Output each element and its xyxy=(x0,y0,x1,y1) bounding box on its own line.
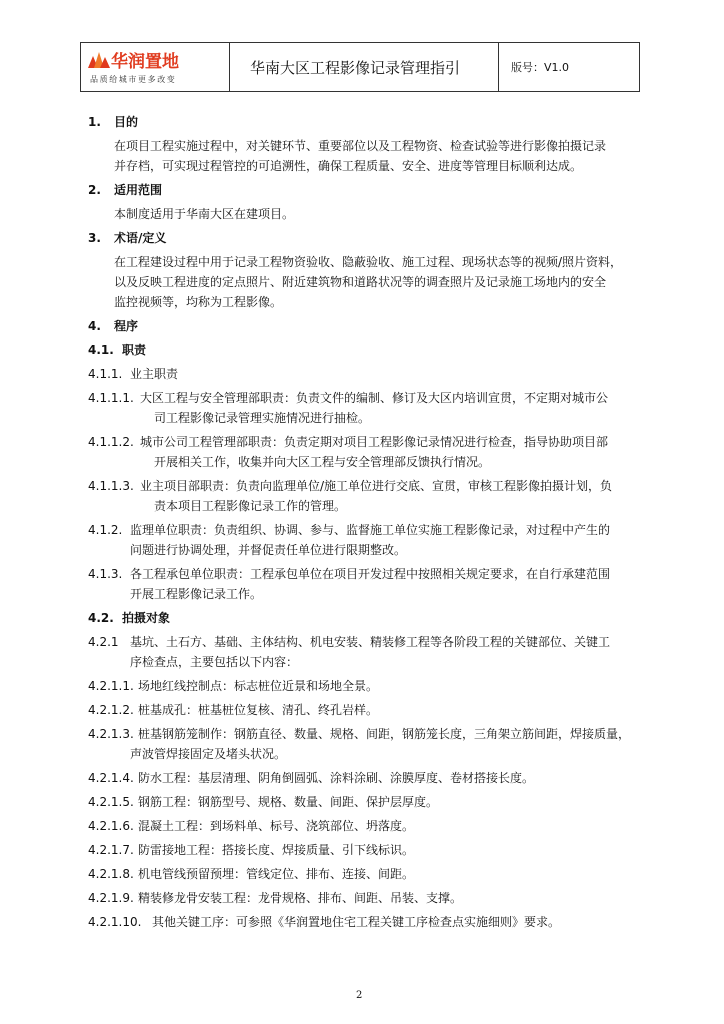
section-number: 1. xyxy=(88,115,101,129)
paragraph-text: 司工程影像记录管理实施情况进行抽检。 xyxy=(154,411,371,425)
section-number: 4. xyxy=(88,319,101,333)
paragraph-text: 问题进行协调处理，并督促责任单位进行限期整改。 xyxy=(130,543,407,557)
paragraph-text: 场地红线控制点：标志桩位近景和场地全景。 xyxy=(138,679,379,693)
logo-name: 华润置地 xyxy=(111,52,179,72)
document-header xyxy=(80,42,640,92)
section-number: 4.2.1.2. xyxy=(88,703,134,717)
paragraph-text: 监控视频等，均称为工程影像。 xyxy=(114,295,283,309)
paragraph-text: 业主职责 xyxy=(130,367,179,381)
paragraph-text: 防雷接地工程：搭接长度、焊接质量、引下线标识。 xyxy=(138,843,415,857)
paragraph-text: 开展工程影像记录工作。 xyxy=(130,587,263,601)
section-number: 4.1.1.3. xyxy=(88,479,134,493)
paragraph-text: 混凝土工程：到场料单、标号、浇筑部位、坍落度。 xyxy=(138,819,415,833)
paragraph-text: 声波管焊接固定及堵头状况。 xyxy=(130,747,287,761)
paragraph-text: 监理单位职责：负责组织、协调、参与、监督施工单位实施工程影像记录，对过程中产生的 xyxy=(130,523,611,537)
section-number: 4.1.3. xyxy=(88,567,123,581)
paragraph-text: 桩基钢筋笼制作：钢筋直径、数量、规格、间距，钢筋笼长度，三角架立筋间距，焊接质量， xyxy=(138,727,631,741)
logo-icon xyxy=(88,50,110,68)
section-heading: 程序 xyxy=(114,319,139,333)
paragraph-text: 序检查点，主要包括以下内容： xyxy=(130,655,299,669)
section-number: 4.1. xyxy=(88,343,114,357)
section-number: 4.2.1.1. xyxy=(88,679,134,693)
paragraph-text: 钢筋工程：钢筋型号、规格、数量、间距、保护层厚度。 xyxy=(138,795,439,809)
version-label: 版号：V1.0 xyxy=(511,61,570,74)
paragraph-text: 以及反映工程进度的定点照片、附近建筑物和道路状况等的调查照片及记录施工场地内的安全 xyxy=(114,275,607,289)
paragraph-text: 在工程建设过程中用于记录工程物资验收、隐蔽验收、施工过程、现场状态等的视频/照片资料， xyxy=(114,255,623,269)
section-number: 4.2.1.8. xyxy=(88,867,134,881)
section-number: 4.1.1.2. xyxy=(88,435,134,449)
paragraph-text: 在项目工程实施过程中，对关键环节、重要部位以及工程物资、检查试验等进行影像拍摄记录 xyxy=(114,139,607,153)
section-heading: 拍摄对象 xyxy=(122,611,171,625)
paragraph-text: 本制度适用于华南大区在建项目。 xyxy=(114,207,295,221)
paragraph-text: 机电管线预留预埋：管线定位、排布、连接、间距。 xyxy=(138,867,415,881)
paragraph-text: 桩基成孔：桩基桩位复核、清孔、终孔岩样。 xyxy=(138,703,379,717)
paragraph-text: 基坑、土石方、基础、主体结构、机电安装、精装修工程等各阶段工程的关键部位、关键工 xyxy=(130,635,611,649)
section-number: 4.2.1 xyxy=(88,635,119,649)
section-number: 4.2.1.10. xyxy=(88,915,142,929)
paragraph-text: 各工程承包单位职责：工程承包单位在项目开发过程中按照相关规定要求，在自行承建范围 xyxy=(130,567,611,581)
section-number: 4.1.2. xyxy=(88,523,123,537)
paragraph-text: 其他关键工序：可参照《华润置地住宅工程关键工序检查点实施细则》要求。 xyxy=(152,915,561,929)
paragraph-text: 责本项目工程影像记录工作的管理。 xyxy=(154,499,347,513)
paragraph-text: 防水工程：基层清理、阴角倒圆弧、涂料涂刷、涂膜厚度、卷材搭接长度。 xyxy=(138,771,535,785)
section-heading: 适用范围 xyxy=(114,183,163,197)
paragraph-text: 城市公司工程管理部职责：负责定期对项目工程影像记录情况进行检查，指导协助项目部 xyxy=(140,435,609,449)
page-number: 2 xyxy=(356,990,363,1001)
section-number: 4.2.1.7. xyxy=(88,843,134,857)
section-number: 4.2. xyxy=(88,611,114,625)
section-number: 4.2.1.5. xyxy=(88,795,134,809)
document-title: 华南大区工程影像记录管理指引 xyxy=(230,43,499,91)
section-heading: 术语/定义 xyxy=(114,231,167,245)
section-number: 2. xyxy=(88,183,101,197)
section-heading: 职责 xyxy=(122,343,147,357)
paragraph-text: 精装修龙骨安装工程：龙骨规格、排布、间距、吊装、支撑。 xyxy=(138,891,463,905)
paragraph-text: 并存档，可实现过程管控的可追溯性，确保工程质量、安全、进度等管理目标顺利达成。 xyxy=(114,159,583,173)
section-number: 4.2.1.6. xyxy=(88,819,134,833)
section-number: 4.1.1.1. xyxy=(88,391,134,405)
section-number: 4.2.1.4. xyxy=(88,771,134,785)
logo-cell xyxy=(81,43,230,91)
section-heading: 目的 xyxy=(114,115,139,129)
section-number: 4.2.1.9. xyxy=(88,891,134,905)
section-number: 4.1.1. xyxy=(88,367,123,381)
paragraph-text: 大区工程与安全管理部职责：负责文件的编制、修订及大区内培训宣贯，不定期对城市公 xyxy=(140,391,609,405)
logo-slogan: 品质给城市更多改变 xyxy=(90,75,177,84)
section-number: 3. xyxy=(88,231,101,245)
section-number: 4.2.1.3. xyxy=(88,727,134,741)
paragraph-text: 开展相关工作，收集并向大区工程与安全管理部反馈执行情况。 xyxy=(154,455,491,469)
paragraph-text: 业主项目部职责：负责向监理单位/施工单位进行交底、宣贯，审核工程影像拍摄计划，负 xyxy=(140,479,613,493)
